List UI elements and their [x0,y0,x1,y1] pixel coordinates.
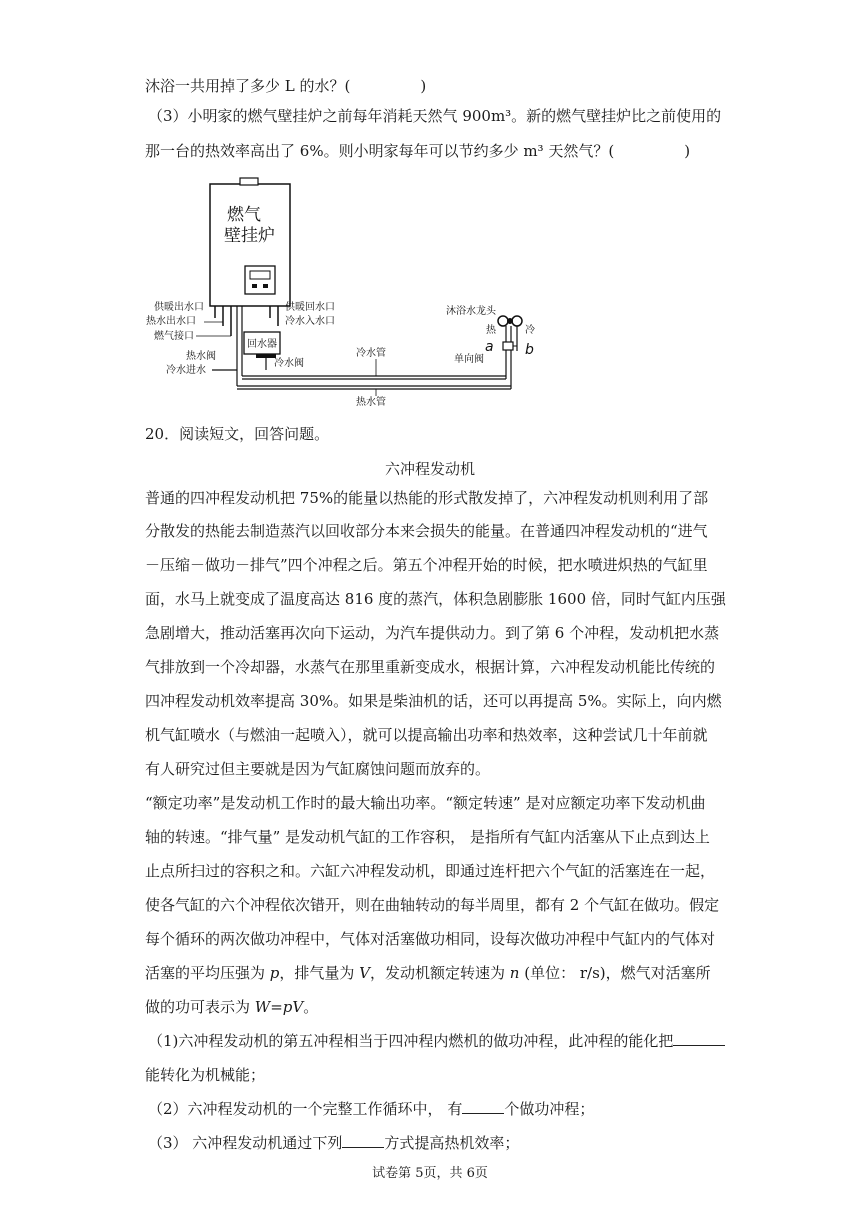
para1-line: 机气缸喷水（与燃油一起喷入），就可以提高输出功率和热效率，这种尝试几十年前就 [145,726,708,744]
var-p: p [269,964,280,982]
label-cold-pipe: 冷水管 [356,348,386,359]
q19-part3-line2: 那一台的热效率高出了 6%。则小明家每年可以节约多少 m³ 天然气？( ) [145,142,691,160]
flue-pipe [240,178,258,185]
para1-line: 四冲程发动机效率提高 30%。如果是柴油机的话，还可以再提高 5%。实际上，向内燃 [145,692,722,710]
q20-header: 20．阅读短文，回答问题。 [145,425,330,443]
para1-line: 有人研究过但主要就是因为气缸腐蚀问题而放弃的。 [145,760,491,778]
label-cold-valve: 冷水阀 [274,358,304,369]
q20-1-line1: （1)六冲程发动机的第五冲程相当于四冲程内燃机的做功冲程，此冲程的能化把 [148,1031,725,1051]
label-hot-out: 热水出水口 [146,316,196,327]
para2-line-formula: 做的功可表示为 W=pV。 [145,998,319,1016]
label-cold: 冷 [525,325,535,336]
para1-line: －压缩－做功－排气”四个冲程之后。第五个冲程开始的时候，把水喷进炽热的气缸里 [145,556,708,574]
answer-blank-3[interactable] [342,1133,384,1148]
q19-continuation: 沐浴一共用掉了多少 L 的水？( ) [145,77,427,95]
var-V: V [359,964,371,982]
para1-line: 急剧增大，推动活塞再次向下运动，为汽车提供动力。到了第 6 个冲程，发动机把水蒸 [145,624,720,642]
para1-line: 普通的四冲程发动机把 75%的能量以热能的形式散发掉了，六冲程发动机则利用了部 [145,489,709,507]
label-b: b [525,342,534,358]
boiler-title-2: 壁挂炉 [224,226,275,246]
label-hot-valve: 热水阀 [186,351,216,362]
para2-line: 轴的转速。“排气量” 是发动机气缸的工作容积， 是指所有气缸内活塞从下止点到达上 [145,828,710,846]
q19-part3-line1: （3）小明家的燃气壁挂炉之前每年消耗天然气 900m³。新的燃气壁挂炉比之前使用的 [148,107,722,125]
para1-line: 面，水马上就变成了温度高达 816 度的蒸汽，体积急剧膨胀 1600 倍，同时气缸内压强 [145,590,726,608]
label-return-device: 回水器 [247,339,277,350]
q20-1-line2: 能转化为机械能； [145,1066,266,1084]
answer-blank-2[interactable] [462,1099,504,1114]
para2-line: 使各气缸的六个冲程依次错开，则在曲轴转动的每半周里，都有 2 个气缸在做功。假定 [145,896,720,914]
para2-line-variables: 活塞的平均压强为 p，排气量为 V，发动机额定转速为 n (单位： r/s)，燃气对活塞所 [145,964,711,982]
answer-blank-1[interactable] [673,1031,725,1046]
label-hot: 热 [486,325,496,336]
page-footer: 试卷第 5页，共 6页 [372,1166,488,1181]
boiler-title-1: 燃气 [227,205,261,225]
display [250,271,270,279]
label-a: a [485,339,494,355]
q20-2: （2）六冲程发动机的一个完整工作循环中， 有 个做功冲程； [148,1100,595,1118]
label-gas: 燃气接口 [154,331,194,342]
var-n: n [509,964,520,982]
work-formula: W=pV [254,998,304,1016]
para2-line: “额定功率”是发动机工作时的最大输出功率。“额定转速” 是对应额定功率下发动机曲 [145,794,706,812]
cold-tap-knob [512,316,522,326]
label-cold-in: 冷水入水口 [285,316,335,327]
q20-3: （3） 六冲程发动机通过下列 方式提高热机效率； [148,1134,520,1152]
label-shower: 沐浴水龙头 [446,306,496,317]
label-heat-out: 供暖出水口 [154,302,204,313]
para2-line: 每个循环的两次做功冲程中，气体对活塞做功相同，设每次做功冲程中气缸内的气体对 [145,930,716,948]
para1-line: 分散发的热能去制造蒸汽以回收部分本来会损失的能量。在普通四冲程发动机的“进气 [145,522,708,540]
para2-line: 止点所扫过的容积之和。六缸六冲程发动机，即通过连杆把六个气缸的活塞连在一起， [145,862,716,880]
para1-line: 气排放到一个冷却器，水蒸气在那里重新变成水，根据计算，六冲程发动机能比传统的 [145,658,716,676]
hot-tap-knob [498,316,508,326]
diagram-svg [146,176,540,408]
label-hot-pipe: 热水管 [356,397,386,408]
control-panel [245,266,275,294]
label-heat-return: 供暖回水口 [285,302,335,313]
label-cold-inlet: 冷水进水 [166,365,206,376]
boiler-plumbing-diagram [146,176,540,408]
article-title: 六冲程发动机 [384,460,475,478]
check-valve [503,342,513,350]
label-check-valve: 单向阀 [454,354,484,365]
